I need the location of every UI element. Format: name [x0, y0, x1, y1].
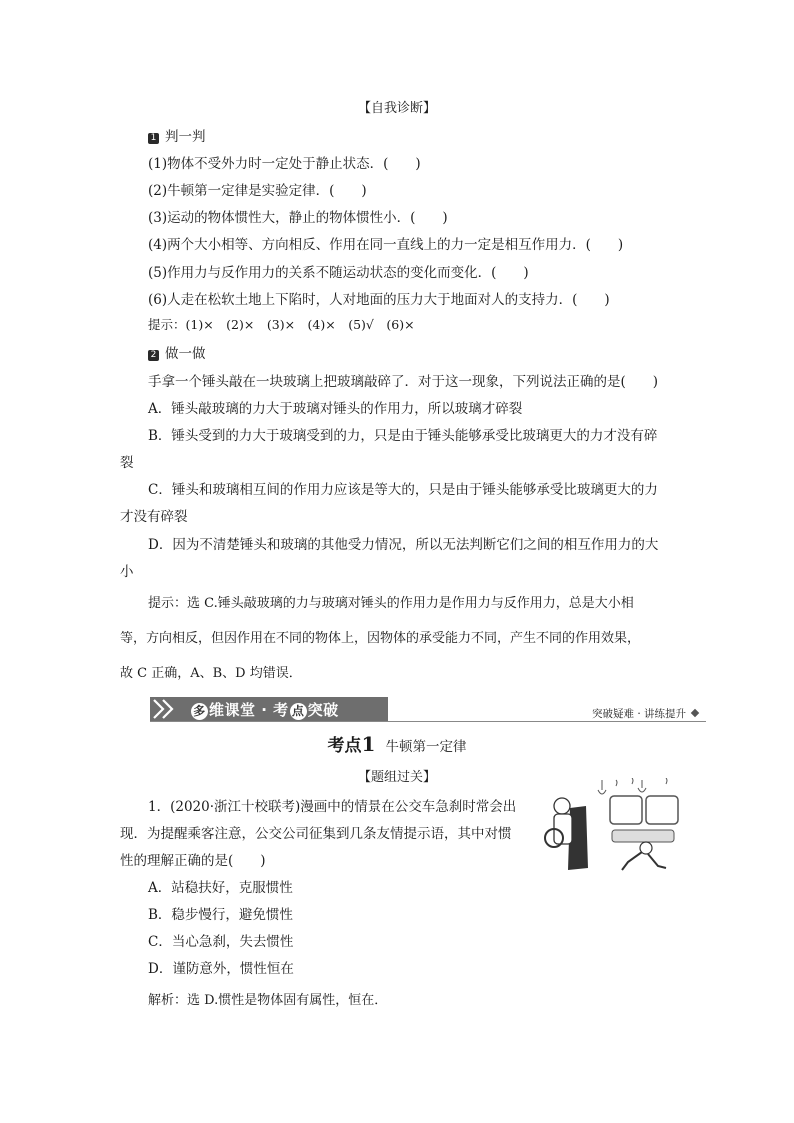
option-d-cont: 小 [120, 564, 134, 580]
option-b-cont: 裂 [120, 455, 134, 471]
part-title: 判一判 [165, 129, 206, 145]
hint-explanation-line: 提示：选 C.锤头敲玻璃的力与玻璃对锤头的作用力是作用力与反作用力，总是大小相 [148, 596, 634, 611]
double-chevron-icon [150, 697, 182, 721]
banner-char: 突破 [307, 701, 339, 719]
hint-answers: 提示：(1)× (2)× (3)× (4)× (5)√ (6)× [148, 317, 415, 332]
number-badge: 1 [148, 133, 159, 144]
banner-char: 课堂 · 考 [224, 701, 289, 719]
q1-option-d: D．谨防意外，惯性恒在 [148, 961, 294, 977]
q1-line: 性的理解正确的是( ) [120, 853, 266, 869]
part-do-heading [148, 342, 206, 362]
judgment-item: (4)两个大小相等、方向相反、作用在同一直线上的力一定是相互作用力．( ) [148, 237, 624, 253]
banner-rule [150, 721, 706, 722]
q1-option-a: A．站稳扶好，克服惯性 [148, 880, 293, 896]
judgment-item: (6)人走在松软土地上下陷时，人对地面的压力大于地面对人的支持力．( ) [148, 292, 610, 308]
option-d: D．因为不清楚锤头和玻璃的其他受力情况，所以无法判断它们之间的相互作用力的大 [148, 537, 659, 553]
hint-explanation-line: 故 C 正确，A、B、D 均错误． [120, 666, 302, 681]
group-heading: 【题组过关】 [357, 770, 436, 785]
bus-braking-cartoon-illustration [542, 778, 682, 876]
question-stem: 手拿一个锤头敲在一块玻璃上把玻璃敲碎了．对于这一现象，下列说法正确的是( ) [148, 374, 659, 390]
hint-explanation-line: 等，方向相反，但因作用在不同的物体上，因物体的承受能力不同，产生不同的作用效果， [120, 631, 641, 646]
part-title: 做一做 [165, 346, 206, 362]
q1-option-b: B．稳步慢行，避免惯性 [148, 907, 293, 923]
option-c: C．锤头和玻璃相互间的作用力应该是等大的，只是由于锤头能够承受比玻璃更大的力 [148, 482, 658, 498]
banner-char: 维 [209, 701, 225, 719]
kaodian-topic: 牛顿第一定律 [385, 739, 467, 755]
kaodian-title [0, 731, 794, 756]
banner-circled-char: 多 [191, 703, 208, 720]
judgment-item: (3)运动的物体惯性大，静止的物体惯性小．( ) [148, 210, 448, 226]
q1-option-c: C．当心急刹，失去惯性 [148, 934, 294, 950]
section-heading-self-diagnosis: 【自我诊断】 [357, 101, 436, 116]
banner-circled-char: 点 [290, 703, 307, 720]
kaodian-label: 考点 [327, 736, 362, 756]
section-banner [150, 697, 388, 721]
option-a: A．锤头敲玻璃的力大于玻璃对锤头的作用力，所以玻璃才碎裂 [148, 401, 523, 417]
option-c-cont: 才没有碎裂 [120, 509, 188, 525]
banner-title [190, 699, 339, 720]
banner-right-tag [592, 706, 698, 721]
part-judge-heading [148, 125, 206, 145]
judgment-item: (2)牛顿第一定律是实验定律．( ) [148, 183, 367, 199]
number-badge: 2 [148, 350, 159, 361]
kaodian-number: 1 [361, 732, 376, 756]
diamond-icon [691, 709, 699, 717]
judgment-item: (1)物体不受外力时一定处于静止状态．( ) [148, 156, 421, 172]
banner-right-text: 突破疑难 · 讲练提升 [592, 708, 687, 720]
judgment-item: (5)作用力与反作用力的关系不随运动状态的变化而变化．( ) [148, 265, 529, 281]
option-b: B．锤头受到的力大于玻璃受到的力，只是由于锤头能够承受比玻璃更大的力才没有碎 [148, 428, 658, 444]
q1-line: 现．为提醒乘客注意，公交公司征集到几条友情提示语，其中对惯 [120, 826, 512, 842]
q1-line: 1．(2020·浙江十校联考)漫画中的情景在公交车急刹时常会出 [148, 799, 517, 815]
q1-analysis: 解析：选 D.惯性是物体固有属性，恒在． [148, 993, 388, 1008]
